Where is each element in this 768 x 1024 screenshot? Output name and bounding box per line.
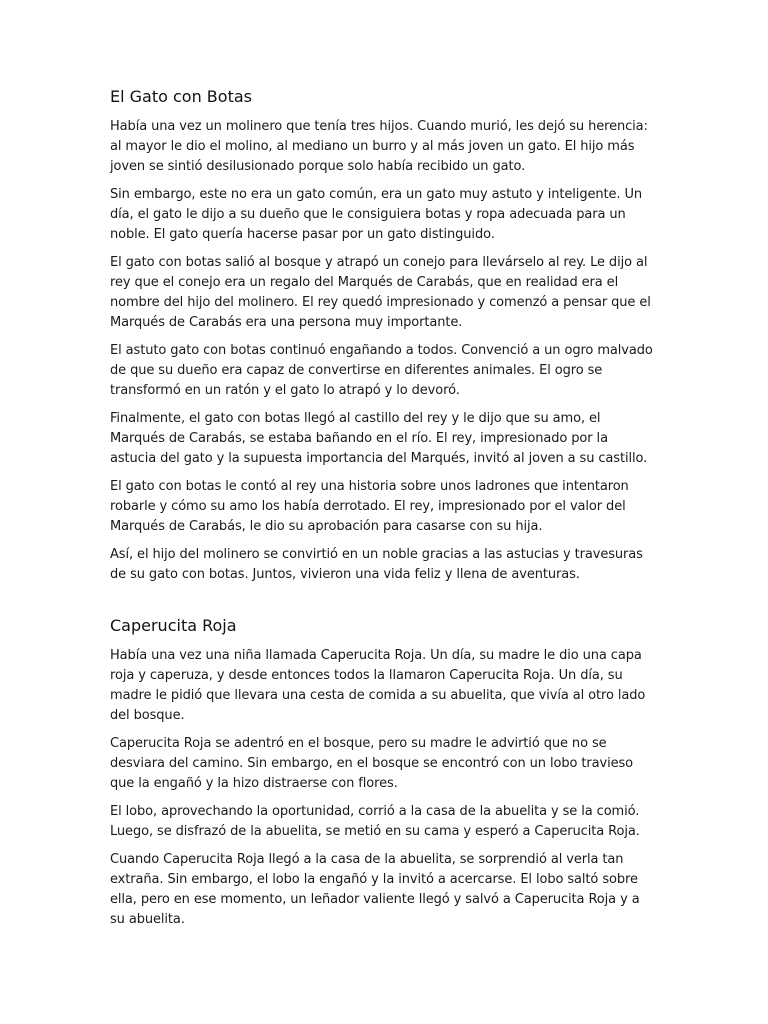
paragraph: El lobo, aprovechando la oportunidad, corrió a la casa de la abuelita y se la comió. Luego, se disfrazó de la abuelita, se metió en su cama y esperó a Caperucita Roja.: [110, 804, 640, 839]
paragraph: El gato con botas le contó al rey una historia sobre unos ladrones que intentaron robarle y cómo su amo los había derrotado. El rey, impresionado por el valor del Marqués de Carabás, le dio su aprobación para casarse con su hija.: [110, 479, 629, 534]
story-gato-con-botas: [110, 86, 658, 585]
paragraph: Cuando Caperucita Roja llegó a la casa de la abuelita, se sorprendió al verla tan extraña. Sin embargo, el lobo la engañó y la invitó a acercarse. El lobo saltó sobre ella, pero en ese momento, un leñador valiente llegó y salvó a Caperucita Roja y a su abuelita.: [110, 852, 640, 927]
paragraph: Había una vez una niña llamada Caperucita Roja. Un día, su madre le dio una capa roja y caperuza, y desde entonces todos la llamaron Caperucita Roja. Un día, su madre le pidió que llevara una cesta de comida a su abuelita, que vivía al otro lado del bosque.: [110, 648, 646, 723]
paragraph: Había una vez un molinero que tenía tres hijos. Cuando murió, les dejó su herencia: al mayor le dio el molino, al mediano un burro y al más joven un gato. El hijo más joven se sintió desilusionado porque solo había recibido un gato.: [110, 119, 648, 174]
story-title: Caperucita Roja: [110, 616, 237, 635]
paragraph: El astuto gato con botas continuó engañando a todos. Convenció a un ogro malvado de que su dueño era capaz de convertirse en diferentes animales. El ogro se transformó en un ratón y el gato lo atrapó y lo devoró.: [110, 343, 653, 398]
paragraph: Caperucita Roja se adentró en el bosque, pero su madre le advirtió que no se desviara del camino. Sin embargo, en el bosque se encontró con un lobo travieso que la engañó y la hizo distraerse con flores.: [110, 736, 634, 791]
paragraph: El gato con botas salió al bosque y atrapó un conejo para llevárselo al rey. Le dijo al rey que el conejo era un regalo del Marqués de Carabás, que en realidad era el nombre del hijo del molinero. El rey quedó impresionado y comenzó a pensar que el Marqués de Carabás era una persona muy importante.: [110, 255, 651, 330]
paragraph: Finalmente, el gato con botas llegó al castillo del rey y le dijo que su amo, el Marqués de Carabás, se estaba bañando en el río. El rey, impresionado por la astucia del gato y la supuesta importancia del Marqués, invitó al joven a su castillo.: [110, 411, 648, 466]
paragraph: Así, el hijo del molinero se convirtió en un noble gracias a las astucias y travesuras de su gato con botas. Juntos, vivieron una vida feliz y llena de aventuras.: [110, 547, 643, 582]
document-page: [110, 86, 658, 938]
story-title: El Gato con Botas: [110, 87, 252, 106]
story-caperucita-roja: [110, 615, 658, 930]
paragraph: Sin embargo, este no era un gato común, era un gato muy astuto y inteligente. Un día, el gato le dijo a su dueño que le consiguiera botas y ropa adecuada para un noble. El gato quería hacerse pasar por un gato distinguido.: [110, 187, 643, 242]
